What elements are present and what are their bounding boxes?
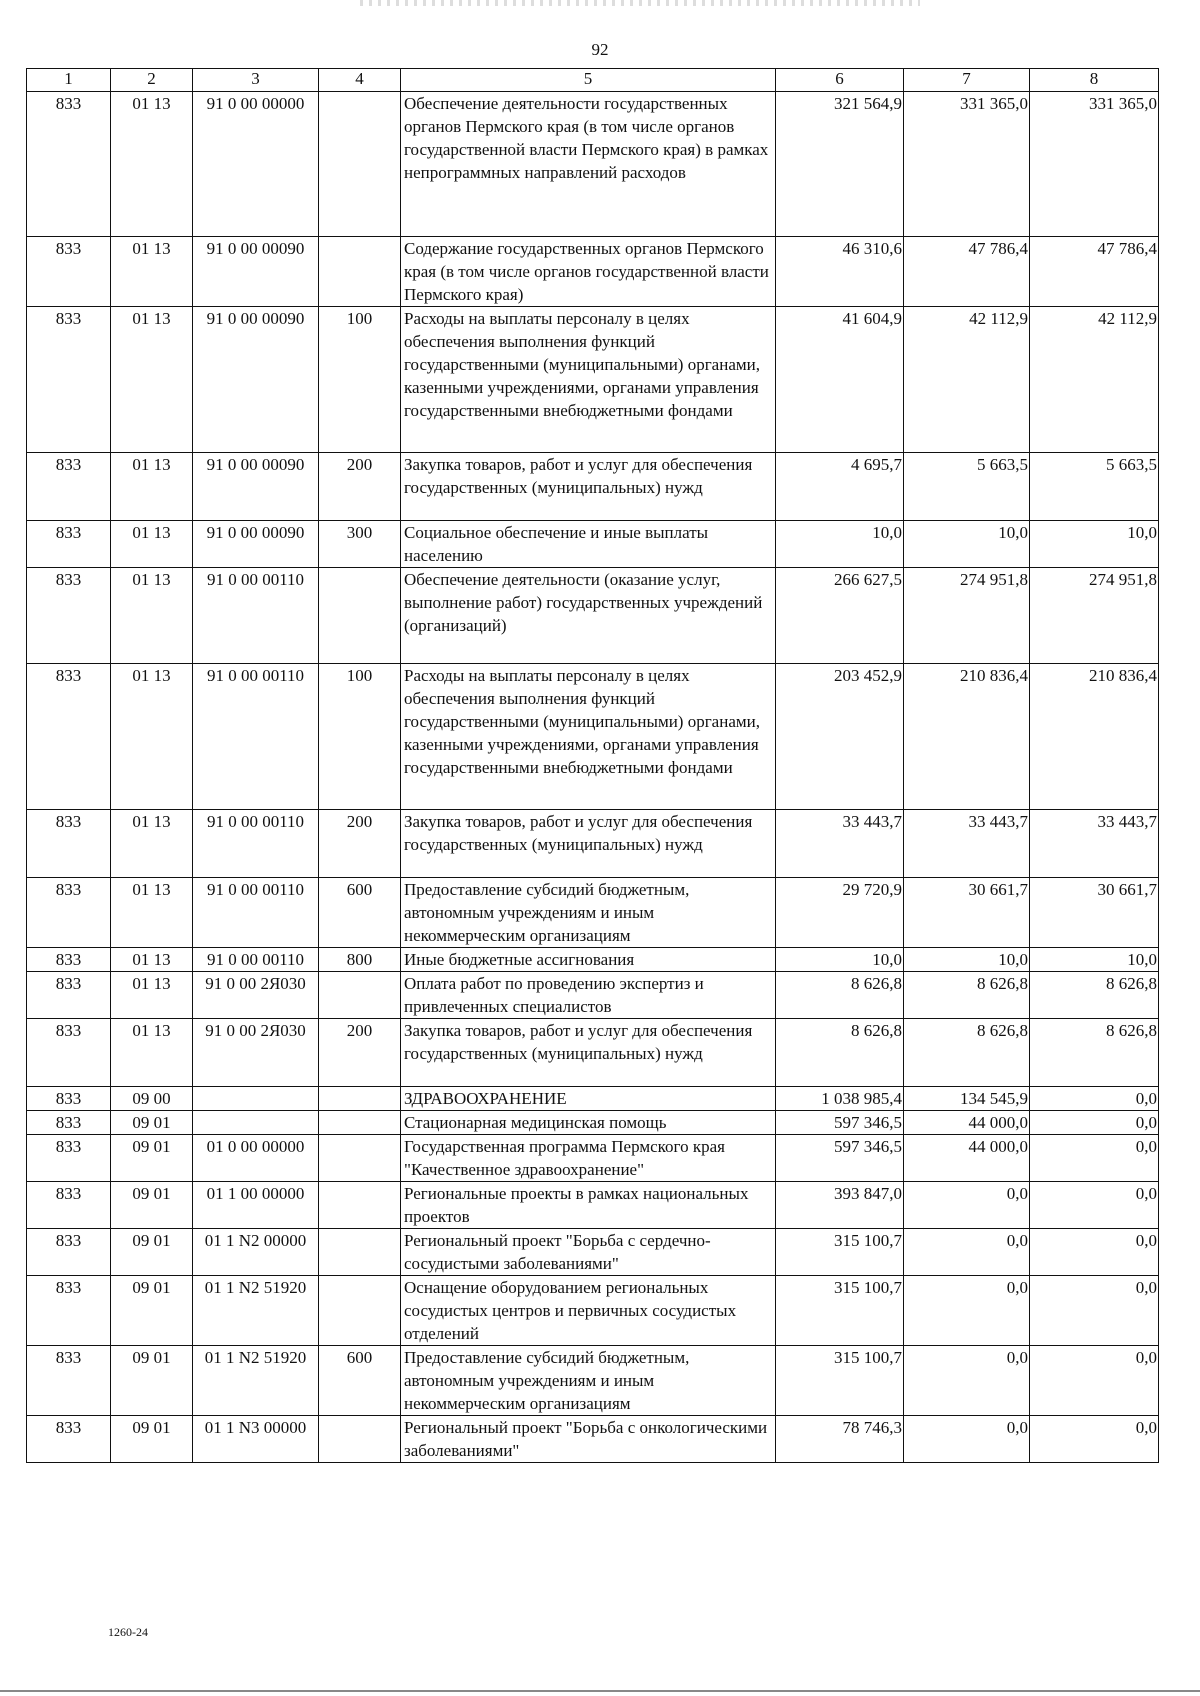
column-header-5: 5 <box>401 69 776 92</box>
amount-col6-cell: 315 100,7 <box>776 1276 904 1346</box>
ved-code-cell: 833 <box>27 948 111 972</box>
ved-code-cell: 833 <box>27 1019 111 1087</box>
amount-col6-cell: 46 310,6 <box>776 237 904 307</box>
target-article-cell: 91 0 00 00110 <box>193 810 319 878</box>
expense-type-cell <box>319 1087 401 1111</box>
amount-col7-cell: 0,0 <box>904 1276 1030 1346</box>
amount-col8-cell: 0,0 <box>1030 1416 1159 1463</box>
target-article-cell: 01 1 00 00000 <box>193 1182 319 1229</box>
ved-code-cell: 833 <box>27 1111 111 1135</box>
target-article-cell: 91 0 00 00090 <box>193 521 319 568</box>
target-article-cell: 01 1 N2 00000 <box>193 1229 319 1276</box>
scan-artifact-top <box>360 0 920 6</box>
item-name-cell: Обеспечение деятельности (оказание услуг, выполнение работ) государственных учреждений (организаций) <box>401 568 776 664</box>
ved-code-cell: 833 <box>27 92 111 237</box>
table-body <box>27 92 1159 1463</box>
column-header-1: 1 <box>27 69 111 92</box>
amount-col7-cell: 47 786,4 <box>904 237 1030 307</box>
amount-col7-cell: 274 951,8 <box>904 568 1030 664</box>
amount-col7-cell: 5 663,5 <box>904 453 1030 521</box>
amount-col8-cell: 0,0 <box>1030 1229 1159 1276</box>
item-name-cell: Предоставление субсидий бюджетным, автономным учреждениям и иным некоммерческим организациям <box>401 1346 776 1416</box>
section-code-cell: 01 13 <box>111 568 193 664</box>
item-name-cell: Закупка товаров, работ и услуг для обеспечения государственных (муниципальных) нужд <box>401 453 776 521</box>
amount-col8-cell: 47 786,4 <box>1030 237 1159 307</box>
amount-col6-cell: 41 604,9 <box>776 307 904 453</box>
section-code-cell: 01 13 <box>111 453 193 521</box>
column-header-8: 8 <box>1030 69 1159 92</box>
amount-col8-cell: 10,0 <box>1030 948 1159 972</box>
item-name-cell: Региональный проект "Борьба с сердечно-сосудистыми заболеваниями" <box>401 1229 776 1276</box>
ved-code-cell: 833 <box>27 664 111 810</box>
table-row <box>27 453 1159 521</box>
expense-type-cell <box>319 237 401 307</box>
amount-col8-cell: 331 365,0 <box>1030 92 1159 237</box>
section-code-cell: 01 13 <box>111 237 193 307</box>
amount-col7-cell: 42 112,9 <box>904 307 1030 453</box>
amount-col8-cell: 5 663,5 <box>1030 453 1159 521</box>
section-code-cell: 01 13 <box>111 1019 193 1087</box>
section-code-cell: 09 01 <box>111 1229 193 1276</box>
amount-col8-cell: 33 443,7 <box>1030 810 1159 878</box>
item-name-cell: Государственная программа Пермского края "Качественное здравоохранение" <box>401 1135 776 1182</box>
ved-code-cell: 833 <box>27 1416 111 1463</box>
expense-type-cell: 200 <box>319 1019 401 1087</box>
amount-col7-cell: 331 365,0 <box>904 92 1030 237</box>
expense-type-cell: 600 <box>319 878 401 948</box>
table-row <box>27 237 1159 307</box>
item-name-cell: Закупка товаров, работ и услуг для обеспечения государственных (муниципальных) нужд <box>401 1019 776 1087</box>
amount-col7-cell: 0,0 <box>904 1229 1030 1276</box>
item-name-cell: Стационарная медицинская помощь <box>401 1111 776 1135</box>
ved-code-cell: 833 <box>27 307 111 453</box>
amount-col8-cell: 0,0 <box>1030 1182 1159 1229</box>
target-article-cell: 91 0 00 00110 <box>193 568 319 664</box>
ved-code-cell: 833 <box>27 972 111 1019</box>
expense-type-cell: 800 <box>319 948 401 972</box>
expense-type-cell <box>319 568 401 664</box>
table-row <box>27 1416 1159 1463</box>
target-article-cell: 91 0 00 2Я030 <box>193 972 319 1019</box>
table-row <box>27 521 1159 568</box>
expense-type-cell: 100 <box>319 307 401 453</box>
amount-col6-cell: 597 346,5 <box>776 1111 904 1135</box>
table-row <box>27 568 1159 664</box>
amount-col7-cell: 134 545,9 <box>904 1087 1030 1111</box>
expense-type-cell <box>319 1182 401 1229</box>
item-name-cell: Предоставление субсидий бюджетным, автономным учреждениям и иным некоммерческим организациям <box>401 878 776 948</box>
ved-code-cell: 833 <box>27 1135 111 1182</box>
table-row <box>27 1087 1159 1111</box>
page-number: 92 <box>591 40 609 59</box>
column-header-3: 3 <box>193 69 319 92</box>
amount-col6-cell: 315 100,7 <box>776 1346 904 1416</box>
amount-col7-cell: 10,0 <box>904 948 1030 972</box>
amount-col8-cell: 0,0 <box>1030 1346 1159 1416</box>
target-article-cell: 91 0 00 00110 <box>193 664 319 810</box>
target-article-cell: 91 0 00 00090 <box>193 307 319 453</box>
expense-type-cell: 200 <box>319 810 401 878</box>
section-code-cell: 09 01 <box>111 1135 193 1182</box>
table-row <box>27 1182 1159 1229</box>
expense-type-cell <box>319 92 401 237</box>
table-row <box>27 1135 1159 1182</box>
target-article-cell: 91 0 00 00090 <box>193 237 319 307</box>
amount-col6-cell: 203 452,9 <box>776 664 904 810</box>
target-article-cell: 01 1 N3 00000 <box>193 1416 319 1463</box>
amount-col8-cell: 0,0 <box>1030 1276 1159 1346</box>
amount-col6-cell: 78 746,3 <box>776 1416 904 1463</box>
column-header-2: 2 <box>111 69 193 92</box>
expense-type-cell <box>319 1229 401 1276</box>
section-code-cell: 01 13 <box>111 878 193 948</box>
ved-code-cell: 833 <box>27 1182 111 1229</box>
table-row <box>27 307 1159 453</box>
section-code-cell: 01 13 <box>111 307 193 453</box>
amount-col7-cell: 8 626,8 <box>904 972 1030 1019</box>
target-article-cell <box>193 1111 319 1135</box>
amount-col7-cell: 210 836,4 <box>904 664 1030 810</box>
target-article-cell: 91 0 00 00000 <box>193 92 319 237</box>
table-row <box>27 948 1159 972</box>
table-row <box>27 664 1159 810</box>
item-name-cell: Региональный проект "Борьба с онкологическими заболеваниями" <box>401 1416 776 1463</box>
target-article-cell: 01 0 00 00000 <box>193 1135 319 1182</box>
amount-col6-cell: 10,0 <box>776 948 904 972</box>
amount-col6-cell: 321 564,9 <box>776 92 904 237</box>
expense-type-cell <box>319 972 401 1019</box>
ved-code-cell: 833 <box>27 1276 111 1346</box>
amount-col7-cell: 10,0 <box>904 521 1030 568</box>
expense-type-cell <box>319 1111 401 1135</box>
table-row <box>27 972 1159 1019</box>
table-row <box>27 1276 1159 1346</box>
scan-artifact-bottom <box>0 1690 1200 1692</box>
expense-type-cell: 100 <box>319 664 401 810</box>
column-header-6: 6 <box>776 69 904 92</box>
amount-col6-cell: 4 695,7 <box>776 453 904 521</box>
amount-col7-cell: 33 443,7 <box>904 810 1030 878</box>
amount-col8-cell: 0,0 <box>1030 1135 1159 1182</box>
target-article-cell <box>193 1087 319 1111</box>
section-code-cell: 09 00 <box>111 1087 193 1111</box>
ved-code-cell: 833 <box>27 1087 111 1111</box>
ved-code-cell: 833 <box>27 878 111 948</box>
expense-type-cell: 200 <box>319 453 401 521</box>
amount-col8-cell: 210 836,4 <box>1030 664 1159 810</box>
amount-col7-cell: 44 000,0 <box>904 1111 1030 1135</box>
amount-col8-cell: 8 626,8 <box>1030 1019 1159 1087</box>
table-row <box>27 1111 1159 1135</box>
target-article-cell: 01 1 N2 51920 <box>193 1346 319 1416</box>
section-code-cell: 01 13 <box>111 810 193 878</box>
table-row <box>27 1346 1159 1416</box>
ved-code-cell: 833 <box>27 568 111 664</box>
ved-code-cell: 833 <box>27 810 111 878</box>
expense-type-cell <box>319 1135 401 1182</box>
target-article-cell: 91 0 00 00110 <box>193 878 319 948</box>
section-code-cell: 01 13 <box>111 948 193 972</box>
amount-col7-cell: 0,0 <box>904 1346 1030 1416</box>
amount-col6-cell: 33 443,7 <box>776 810 904 878</box>
amount-col6-cell: 315 100,7 <box>776 1229 904 1276</box>
document-code: 1260-24 <box>108 1625 148 1639</box>
section-code-cell: 09 01 <box>111 1346 193 1416</box>
section-code-cell: 09 01 <box>111 1111 193 1135</box>
item-name-cell: Оплата работ по проведению экспертиз и привлеченных специалистов <box>401 972 776 1019</box>
item-name-cell: Расходы на выплаты персоналу в целях обеспечения выполнения функций государственными (муниципальными) органами, казенными учреждениями, органами управления государственными внебюджетными фондами <box>401 664 776 810</box>
budget-table <box>26 68 1159 1463</box>
item-name-cell: ЗДРАВООХРАНЕНИЕ <box>401 1087 776 1111</box>
amount-col7-cell: 0,0 <box>904 1416 1030 1463</box>
table-row <box>27 810 1159 878</box>
amount-col6-cell: 393 847,0 <box>776 1182 904 1229</box>
ved-code-cell: 833 <box>27 1229 111 1276</box>
target-article-cell: 91 0 00 00090 <box>193 453 319 521</box>
amount-col6-cell: 597 346,5 <box>776 1135 904 1182</box>
amount-col8-cell: 274 951,8 <box>1030 568 1159 664</box>
expense-type-cell <box>319 1416 401 1463</box>
section-code-cell: 09 01 <box>111 1276 193 1346</box>
amount-col8-cell: 0,0 <box>1030 1087 1159 1111</box>
expense-type-cell <box>319 1276 401 1346</box>
section-code-cell: 09 01 <box>111 1182 193 1229</box>
amount-col6-cell: 29 720,9 <box>776 878 904 948</box>
amount-col6-cell: 8 626,8 <box>776 972 904 1019</box>
amount-col6-cell: 8 626,8 <box>776 1019 904 1087</box>
amount-col6-cell: 10,0 <box>776 521 904 568</box>
amount-col8-cell: 30 661,7 <box>1030 878 1159 948</box>
amount-col7-cell: 44 000,0 <box>904 1135 1030 1182</box>
header-row <box>27 69 1159 92</box>
ved-code-cell: 833 <box>27 453 111 521</box>
item-name-cell: Закупка товаров, работ и услуг для обеспечения государственных (муниципальных) нужд <box>401 810 776 878</box>
amount-col7-cell: 0,0 <box>904 1182 1030 1229</box>
section-code-cell: 01 13 <box>111 972 193 1019</box>
table-row <box>27 92 1159 237</box>
item-name-cell: Обеспечение деятельности государственных органов Пермского края (в том числе органов государственной власти Пермского края) в рамках непрограммных направлений расходов <box>401 92 776 237</box>
expense-type-cell: 600 <box>319 1346 401 1416</box>
item-name-cell: Региональные проекты в рамках национальных проектов <box>401 1182 776 1229</box>
ved-code-cell: 833 <box>27 521 111 568</box>
target-article-cell: 01 1 N2 51920 <box>193 1276 319 1346</box>
section-code-cell: 01 13 <box>111 92 193 237</box>
column-header-7: 7 <box>904 69 1030 92</box>
ved-code-cell: 833 <box>27 237 111 307</box>
section-code-cell: 09 01 <box>111 1416 193 1463</box>
item-name-cell: Оснащение оборудованием региональных сосудистых центров и первичных сосудистых отделений <box>401 1276 776 1346</box>
amount-col8-cell: 8 626,8 <box>1030 972 1159 1019</box>
item-name-cell: Расходы на выплаты персоналу в целях обеспечения выполнения функций государственными (муниципальными) органами, казенными учреждениями, органами управления государственными внебюджетными фондами <box>401 307 776 453</box>
expense-type-cell: 300 <box>319 521 401 568</box>
target-article-cell: 91 0 00 2Я030 <box>193 1019 319 1087</box>
amount-col6-cell: 1 038 985,4 <box>776 1087 904 1111</box>
amount-col8-cell: 10,0 <box>1030 521 1159 568</box>
section-code-cell: 01 13 <box>111 521 193 568</box>
item-name-cell: Иные бюджетные ассигнования <box>401 948 776 972</box>
item-name-cell: Социальное обеспечение и иные выплаты населению <box>401 521 776 568</box>
table-row <box>27 1229 1159 1276</box>
amount-col8-cell: 42 112,9 <box>1030 307 1159 453</box>
amount-col7-cell: 30 661,7 <box>904 878 1030 948</box>
ved-code-cell: 833 <box>27 1346 111 1416</box>
amount-col6-cell: 266 627,5 <box>776 568 904 664</box>
amount-col7-cell: 8 626,8 <box>904 1019 1030 1087</box>
item-name-cell: Содержание государственных органов Пермского края (в том числе органов государственной власти Пермского края) <box>401 237 776 307</box>
table-row <box>27 1019 1159 1087</box>
table-row <box>27 878 1159 948</box>
amount-col8-cell: 0,0 <box>1030 1111 1159 1135</box>
column-header-4: 4 <box>319 69 401 92</box>
section-code-cell: 01 13 <box>111 664 193 810</box>
target-article-cell: 91 0 00 00110 <box>193 948 319 972</box>
